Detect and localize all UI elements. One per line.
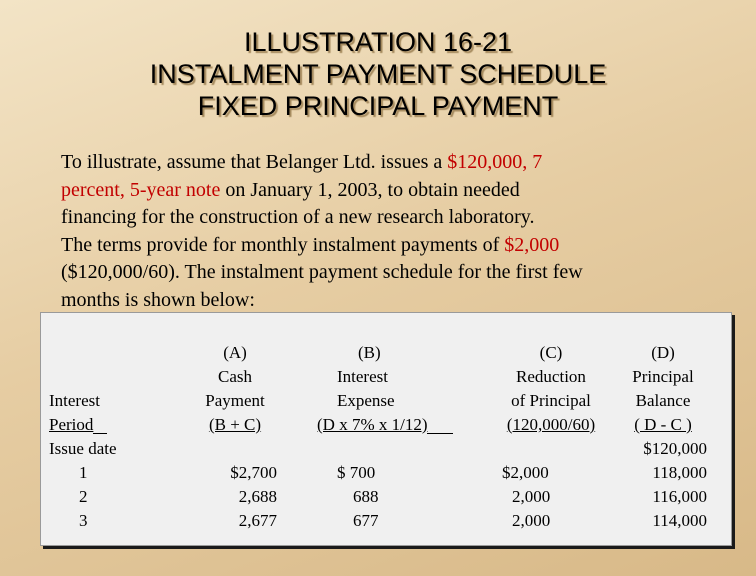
paragraph-text: on January 1, 2003, to obtain needed: [220, 178, 520, 201]
col-c-header-2: of Principal: [511, 391, 591, 410]
col-d-value-2: 116,000: [652, 487, 707, 506]
period-row-1: 1: [79, 463, 88, 482]
period-row-3: 3: [79, 511, 88, 530]
col-d-letter: (D): [651, 343, 675, 362]
col-b-formula: (D x 7% x 1/12): [313, 413, 473, 437]
col-a-value-3: 2,677: [238, 511, 277, 530]
paragraph-line: [61, 149, 741, 177]
title-line-1: ILLUSTRATION 16-21: [243, 27, 513, 57]
intro-paragraph: [61, 149, 741, 314]
principal-reduction-column: [496, 341, 606, 533]
col-c-value-2: 2,000: [512, 487, 551, 506]
col-a-value-2: 2,688: [238, 487, 277, 506]
col-d-value-3: 114,000: [652, 511, 707, 530]
instalment-schedule-table: [40, 312, 732, 546]
period-row-2: 2: [79, 487, 88, 506]
col-b-value-2: 688: [353, 487, 379, 506]
col-b-letter: (B): [358, 343, 381, 362]
col-b-value-1: $ 700: [337, 463, 376, 482]
col-c-value-3: 2,000: [512, 511, 551, 530]
col-a-value-1: $2,700: [230, 463, 277, 482]
col-b-header-2: Expense: [337, 391, 395, 410]
paragraph-line: [61, 177, 741, 205]
highlight-terms: percent, 5-year note: [61, 178, 221, 201]
interest-expense-column: [313, 341, 473, 533]
title-line-2: INSTALMENT PAYMENT SCHEDULE: [149, 59, 607, 89]
paragraph-line: [61, 232, 741, 260]
paragraph-line: financing for the construction of a new research laboratory.: [61, 206, 535, 228]
paragraph-text: The terms provide for monthly instalment payments of: [61, 233, 505, 256]
col-c-letter: (C): [539, 343, 563, 362]
col-a-formula: (B + C): [208, 415, 262, 434]
col-a-letter: (A): [223, 343, 247, 362]
col-d-value-1: 118,000: [652, 463, 707, 482]
col-d-issue-value: $120,000: [643, 439, 707, 458]
col-d-header-1: Principal: [632, 367, 694, 386]
period-column: [49, 341, 149, 533]
highlight-amount: $120,000, 7: [447, 151, 543, 173]
col-b-value-3: 677: [353, 511, 379, 530]
slide-title: [0, 26, 756, 122]
cash-payment-column: [193, 341, 277, 533]
issue-date-label: Issue date: [49, 439, 117, 458]
paragraph-line: ($120,000/60). The instalment payment schedule for the first few: [61, 261, 583, 283]
col-a-header-2: Payment: [205, 391, 265, 410]
principal-balance-column: [619, 341, 707, 533]
col-c-formula: (120,000/60): [506, 415, 596, 434]
highlight-payment: $2,000: [504, 233, 560, 256]
col-d-formula: ( D - C ): [634, 415, 692, 434]
period-header-line1: Interest: [49, 391, 100, 410]
col-c-header-1: Reduction: [516, 367, 586, 386]
col-a-header-1: Cash: [218, 367, 252, 386]
col-c-value-1: $2,000: [502, 463, 549, 482]
period-header-line2: Period: [49, 413, 149, 437]
title-line-3: FIXED PRINCIPAL PAYMENT: [197, 91, 559, 121]
paragraph-text: To illustrate, assume that Belanger Ltd. issues a: [61, 151, 448, 173]
col-b-header-1: Interest: [337, 367, 388, 386]
paragraph-line: months is shown below:: [61, 288, 255, 311]
col-d-header-2: Balance: [635, 391, 691, 410]
